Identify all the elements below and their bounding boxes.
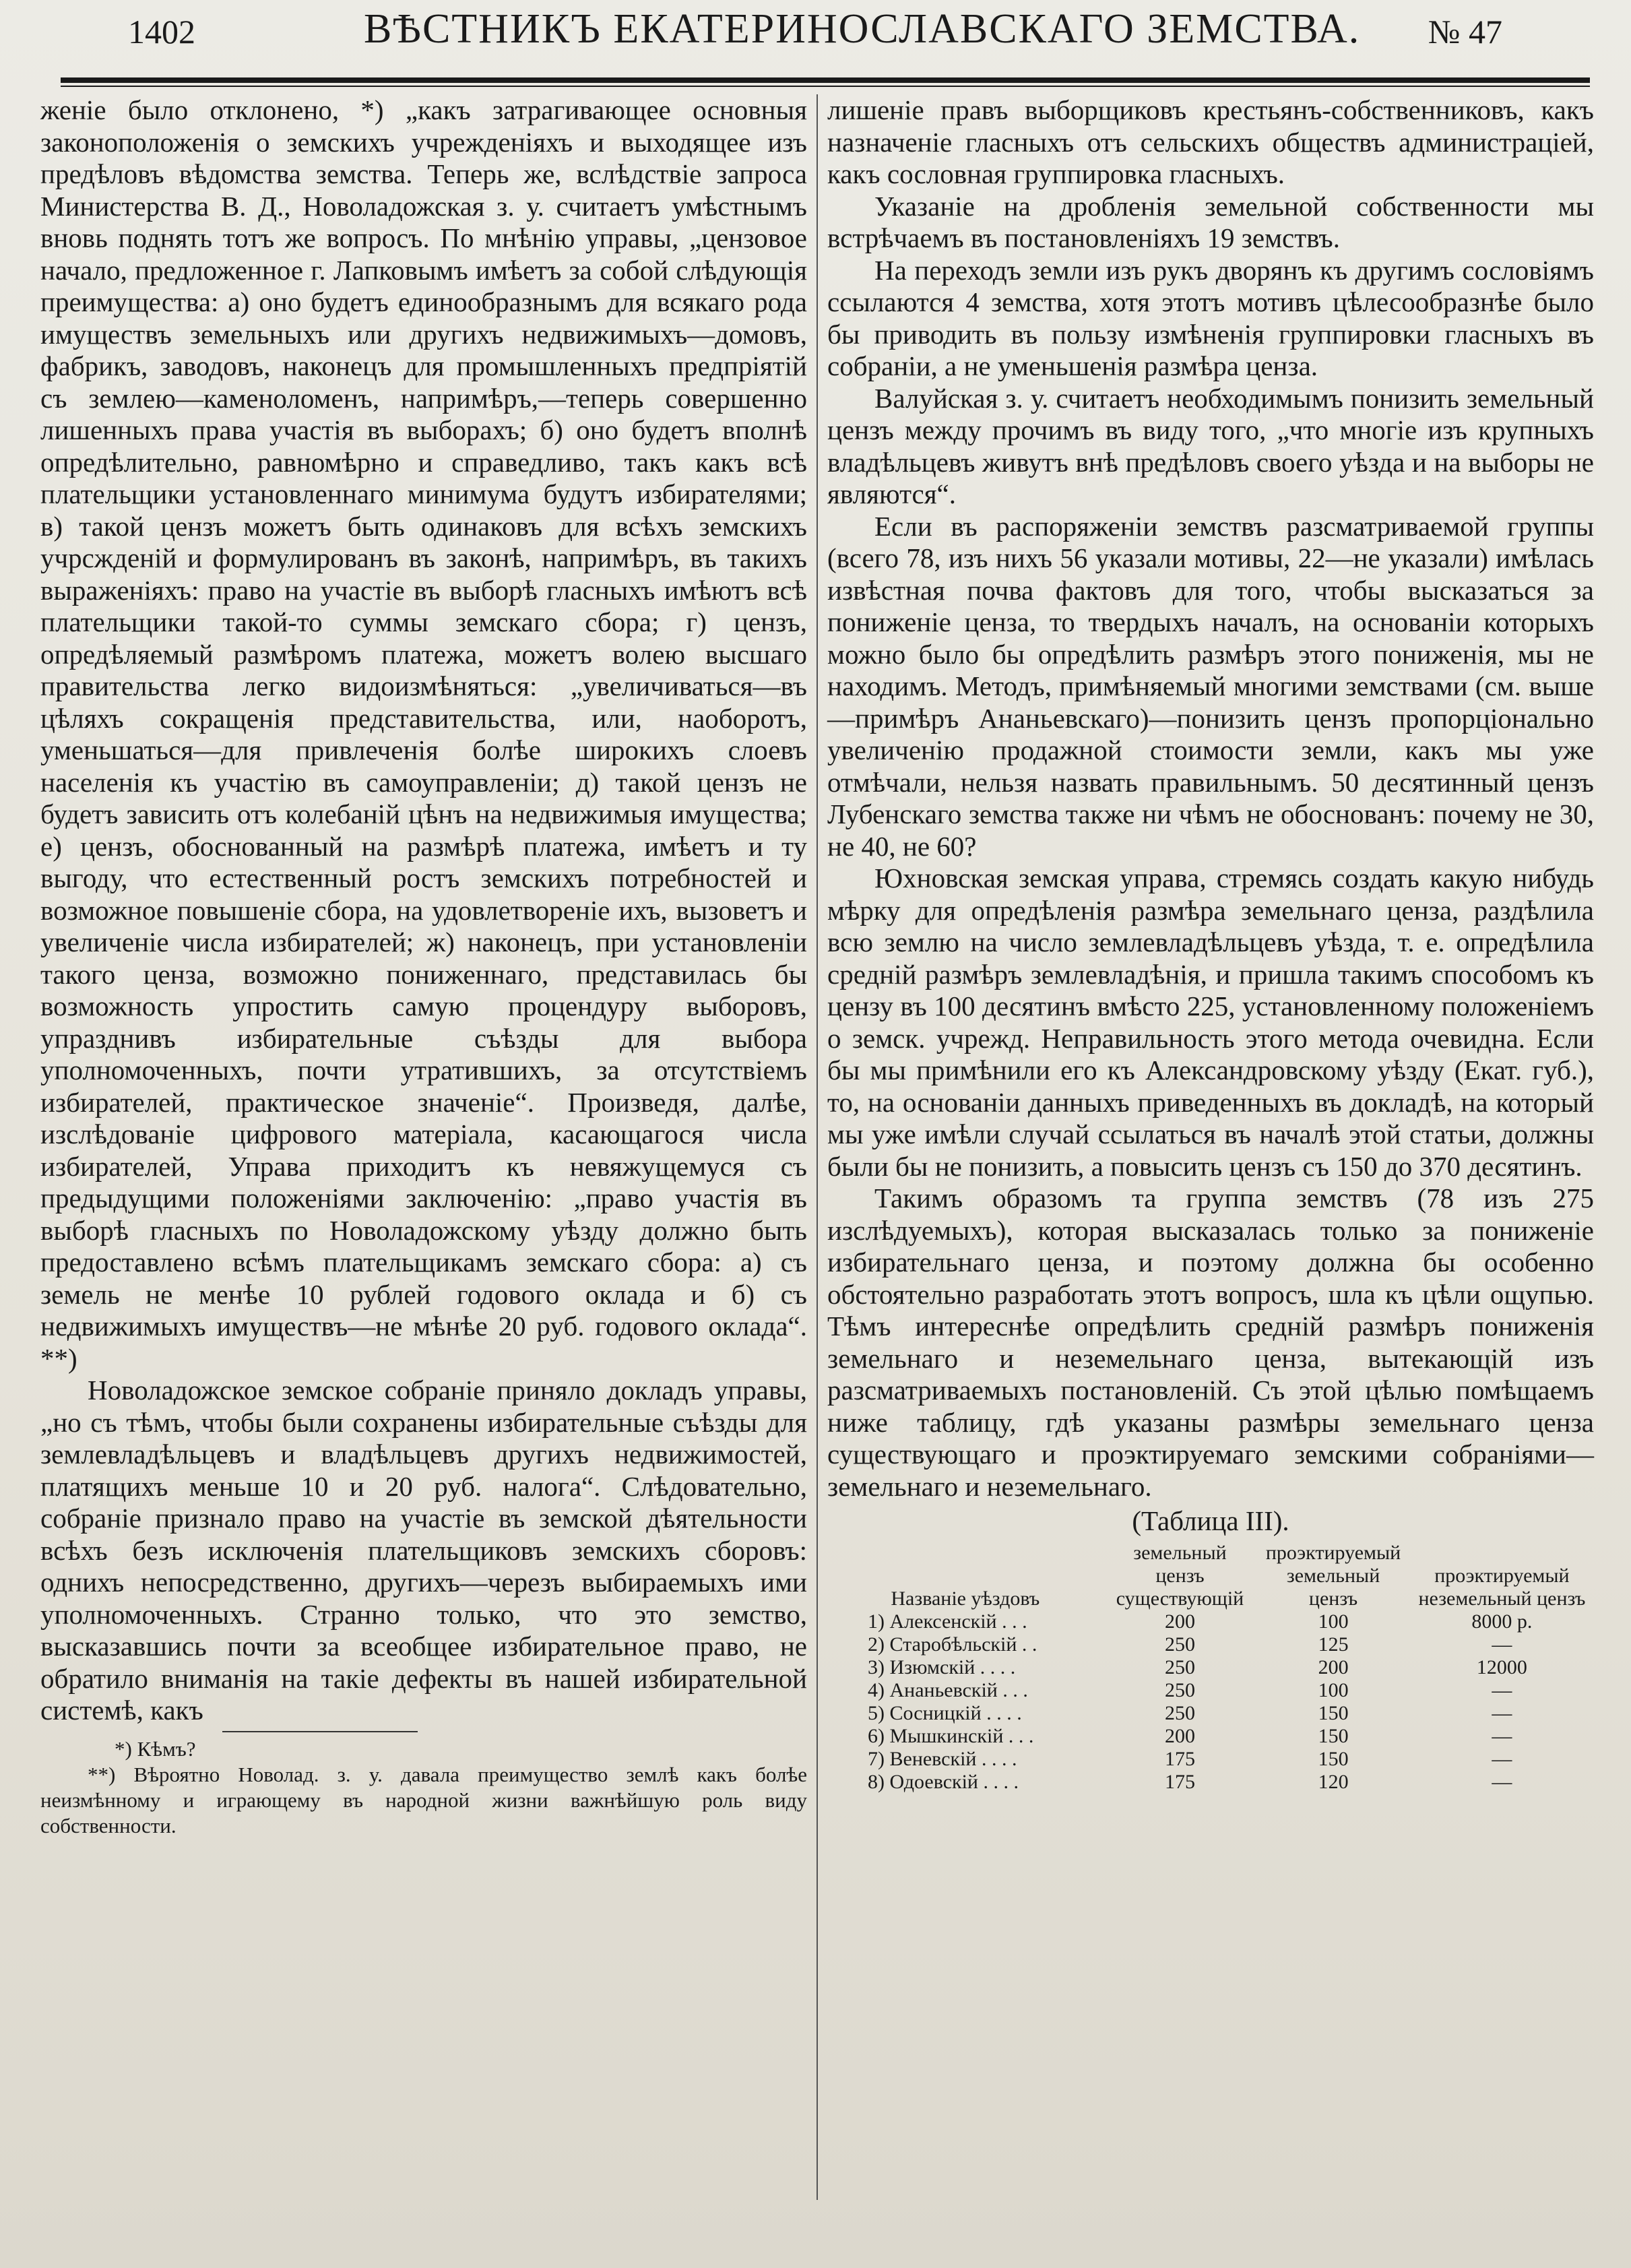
table-cell: — <box>1492 1724 1512 1747</box>
table-cell: 4) Ананьевскій . . . <box>868 1678 1028 1701</box>
table-row <box>827 1633 1594 1656</box>
table-header-cell: земельный цензъ существующій <box>1116 1541 1244 1610</box>
table-row <box>827 1771 1594 1794</box>
right-paragraph-2: Указаніе на дробленія земельной собственности мы встрѣчаемъ въ постановленіяхъ 19 земствъ. <box>827 190 1594 253</box>
table-cell: 250 <box>1164 1678 1195 1701</box>
cens-table <box>827 1542 1594 1794</box>
table-cell: 6) Мышкинскій . . . <box>868 1724 1034 1747</box>
table-row <box>827 1725 1594 1748</box>
table-cell: 250 <box>1164 1633 1195 1656</box>
table-cell: 120 <box>1318 1770 1349 1793</box>
table-header-cell: проэктируемый земельный цензъ <box>1265 1541 1401 1610</box>
table-cell: 200 <box>1164 1724 1195 1747</box>
table-header-cell: проэктируемый неземельный цензъ <box>1418 1564 1586 1610</box>
table-cell: 200 <box>1318 1656 1349 1678</box>
footnote-1: *) Кѣмъ? <box>115 1736 196 1761</box>
table-header-cell: Названіе уѣздовъ <box>891 1587 1040 1610</box>
table-cell: 100 <box>1318 1678 1349 1701</box>
table-cell: 175 <box>1164 1747 1195 1770</box>
right-column <box>827 94 1594 1794</box>
table-cell: — <box>1492 1678 1512 1701</box>
table-cell: 200 <box>1164 1610 1195 1633</box>
table-caption: (Таблица III). <box>1132 1505 1289 1536</box>
right-paragraph-7: Такимъ образомъ та группа земствъ (78 изъ 275 изслѣдуемыхъ), которая высказалась только за пониженіе избирательнаго ценза, и поэтому должна бы особенно обстоятельно разработать этотъ вопросъ, шла къ цѣли ощупью. Тѣмъ интереснѣе опредѣлить средній размѣръ пониженія земельнаго и неземельнаго ценза, вытекающій изъ разсматриваемыхъ постановленій. Съ этой цѣлью помѣщаемъ ниже таблицу, гдѣ указаны размѣры земельнаго ценза существующаго и проэктируемаго земскими собраніями—земельнаго и неземельнаго. <box>827 1183 1594 1502</box>
right-paragraph-4: Валуйская з. у. считаетъ необходимымъ понизить земельный цензъ между прочимъ въ виду того, „что многіе изъ крупныхъ владѣльцевъ живутъ внѣ предѣловъ своего уѣзда и на выборы не являются“. <box>827 382 1594 509</box>
table-cell: — <box>1492 1701 1512 1724</box>
table-row <box>827 1610 1594 1633</box>
table-cell: 12000 <box>1476 1656 1527 1678</box>
table-cell: 2) Старобѣльскій . . <box>868 1633 1037 1656</box>
footnotes <box>40 1736 807 1839</box>
table-cell: 150 <box>1318 1747 1349 1770</box>
header-rule-thin <box>61 86 1590 87</box>
table-cell: 150 <box>1318 1724 1349 1747</box>
right-paragraph-3: На переходъ земли изъ рукъ дворянъ къ другимъ сословіямъ ссылаются 4 земства, хотя этотъ мотивъ цѣлесообразнѣе было бы приводить въ пользу измѣненія группировки гласныхъ въ собраніи, а не уменьшенія размѣра ценза. <box>827 254 1594 381</box>
table-cell: 150 <box>1318 1701 1349 1724</box>
table-cell: 100 <box>1318 1610 1349 1633</box>
table-cell: 250 <box>1164 1701 1195 1724</box>
table-cell: 5) Сосницкій . . . . <box>868 1701 1022 1724</box>
running-header <box>81 0 1556 64</box>
header-rule-thick <box>61 77 1590 83</box>
left-column <box>40 94 807 1839</box>
table-row <box>827 1748 1594 1771</box>
footnote-2: **) Вѣроятно Новолад. з. у. давала преимущество землѣ какъ болѣе неизмѣнному и играющему въ народной жизни важнѣйшую роль виду собственности. <box>40 1762 807 1837</box>
table-cell: 3) Изюмскій . . . . <box>868 1656 1016 1678</box>
right-paragraph-5: Если въ распоряженіи земствъ разсматриваемой группы (всего 78, изъ нихъ 56 указали мотивы, 22—не указали) имѣлась извѣстная почва фактовъ для того, чтобы высказаться за пониженіе ценза, то твердыхъ началъ, на основаніи которыхъ можно было бы опредѣлить размѣръ этого пониженія, мы не находимъ. Методъ, примѣняемый многими земствами (см. выше—примѣръ Ананьевскаго)—понизить цензъ пропорціонально увеличенію продажной стоимости земли, какъ мы уже отмѣчали, нельзя назвать правильнымъ. 50 десятинный цензъ Лубенскаго земства также ни чѣмъ не обоснованъ: почему не 30, не 40, не 60? <box>827 510 1594 862</box>
page-number: 1402 <box>128 13 195 51</box>
table-header-row <box>827 1542 1594 1610</box>
table-row <box>827 1656 1594 1679</box>
left-paragraph-1: женіе было отклонено, *) „какъ затрагивающее основныя законоположенія о земскихъ учрежденіяхъ и выходящее изъ предѣловъ вѣдомства земства. Теперь же, вслѣдствіе запроса Министерства В. Д., Новоладожская з. у. считаетъ умѣстнымъ вновь поднять тотъ же вопросъ. По мнѣнію управы, „цензовое начало, предложенное г. Лапковымъ имѣетъ за собой слѣдующія преимущества: а) оно будетъ единообразнымъ для всякаго рода имуществъ земельныхъ или другихъ недвижимыхъ—домовъ, фабрикъ, заводовъ, наконецъ для промышленныхъ предпріятій съ землею—каменоломенъ, напримѣръ,—теперь совершенно лишенныхъ права участія въ выборахъ; б) оно будетъ вполнѣ опредѣлительно, равномѣрно и справедливо, такъ какъ всѣ плательщики установленнаго минимума будутъ избирателями; в) такой цензъ можетъ быть одинаковъ для всѣхъ земскихъ учрсжденій и формулированъ въ законѣ, напримѣръ, въ такихъ выраженіяхъ: право на участіе въ выборѣ гласныхъ имѣютъ всѣ плательщики такой-то суммы земскаго сбора; г) цензъ, опредѣляемый размѣромъ платежа, можетъ волею высшаго правительства легко видоизмѣняться: „увеличиваться—въ цѣляхъ сокращенія представительства, или, наоборотъ, уменьшаться—для привлеченія болѣе широкихъ слоевъ населенія къ участію въ самоуправленіи; д) такой цензъ не будетъ зависить отъ колебаній цѣнъ на недвижимыя имущества; е) цензъ, обоснованный на размѣрѣ платежа, имѣетъ и ту выгоду, что естественный ростъ земскихъ потребностей и возможное повышеніе сбора, на удовлетвореніе ихъ, вызоветъ и увеличеніе числа избирателей; ж) наконецъ, при установленіи такого ценза, возможно пониженнаго, представилась бы возможность упростить самую процендуру выборовъ, упразднивъ избирательные съѣзды для выбора уполномоченныхъ, почти утратившихъ, за отсутствіемъ избирателей, практическое значеніе“. Произведя, далѣе, изслѣдованіе цифрового матеріала, касающагося числа избирателей, Управа приходитъ къ невяжущемуся съ предыдущими положеніями заключенію: „право участія въ выборѣ гласныхъ по Новоладожскому уѣзду должно быть предоставлено всѣмъ плательщикамъ земскаго сбора: а) съ земель не менѣе 10 рублей годового оклада и б) съ недвижимыхъ имуществъ—не мѣнѣе 20 руб. годового оклада“. **) <box>40 94 807 1374</box>
table-row <box>827 1679 1594 1702</box>
journal-title: ВѢСТНИКЪ ЕКАТЕРИНОСЛАВСКАГО ЗЕМСТВА. <box>364 6 1361 52</box>
table-cell: — <box>1492 1747 1512 1770</box>
table-cell: 1) Алексенскій . . . <box>868 1610 1027 1633</box>
left-paragraph-2: Новоладожское земское собраніе приняло докладъ управы, „но съ тѣмъ, чтобы были сохранены избирательные съѣзды для землевладѣльцевъ и владѣльцевъ другихъ недвижимостей, платящихъ меньше 10 и 20 руб. налога“. Слѣдовательно, собраніе признало право на участіе въ земской дѣятельности всѣхъ безъ исключенія плательщиковъ земскихъ сборовъ: однихъ непосредственно, другихъ—черезъ выбираемыхъ ими уполномоченныхъ. Странно только, что это земство, высказавшись почти за всеобщее избирательное право, не обратило вниманія на такіе дефекты въ нашей избирательной системѣ, какъ <box>40 1375 807 1726</box>
table-cell: — <box>1492 1770 1512 1793</box>
issue-number: № 47 <box>1428 13 1502 51</box>
footnote-divider <box>222 1731 418 1732</box>
table-cell: 250 <box>1164 1656 1195 1678</box>
table-cell: 125 <box>1318 1633 1349 1656</box>
table-cell: 7) Веневскій . . . . <box>868 1747 1017 1770</box>
table-cell: 175 <box>1164 1770 1195 1793</box>
table-cell: 8) Одоевскій . . . . <box>868 1770 1019 1793</box>
table-cell: 8000 р. <box>1471 1610 1533 1633</box>
column-divider <box>817 94 818 2200</box>
table-row <box>827 1702 1594 1725</box>
right-paragraph-1: лишеніе правъ выборщиковъ крестьянъ-собственниковъ, какъ назначеніе гласныхъ отъ сельскихъ обществъ администраціей, какъ сословная группировка гласныхъ. <box>827 94 1594 189</box>
table-cell: — <box>1492 1633 1512 1656</box>
right-paragraph-6: Юхновская земская управа, стремясь создать какую нибудь мѣрку для опредѣленія размѣра земельнаго ценза, раздѣлила всю землю на число землевладѣльцевъ уѣзда, т. е. опредѣлила средній размѣръ землевладѣнія, и пришла такимъ способомъ къ цензу въ 100 десятинъ вмѣсто 225, установленному положеніемъ о земск. учрежд. Неправильность этого метода очевидна. Если бы мы примѣнили его къ Александровскому уѣзду (Екат. губ.), то, на основаніи данныхъ приведенныхъ въ докладѣ, на который мы уже имѣли случай ссылаться въ началѣ этой статьи, должны были бы не понизить, а повысить цензъ съ 150 до 370 десятинъ. <box>827 862 1594 1182</box>
